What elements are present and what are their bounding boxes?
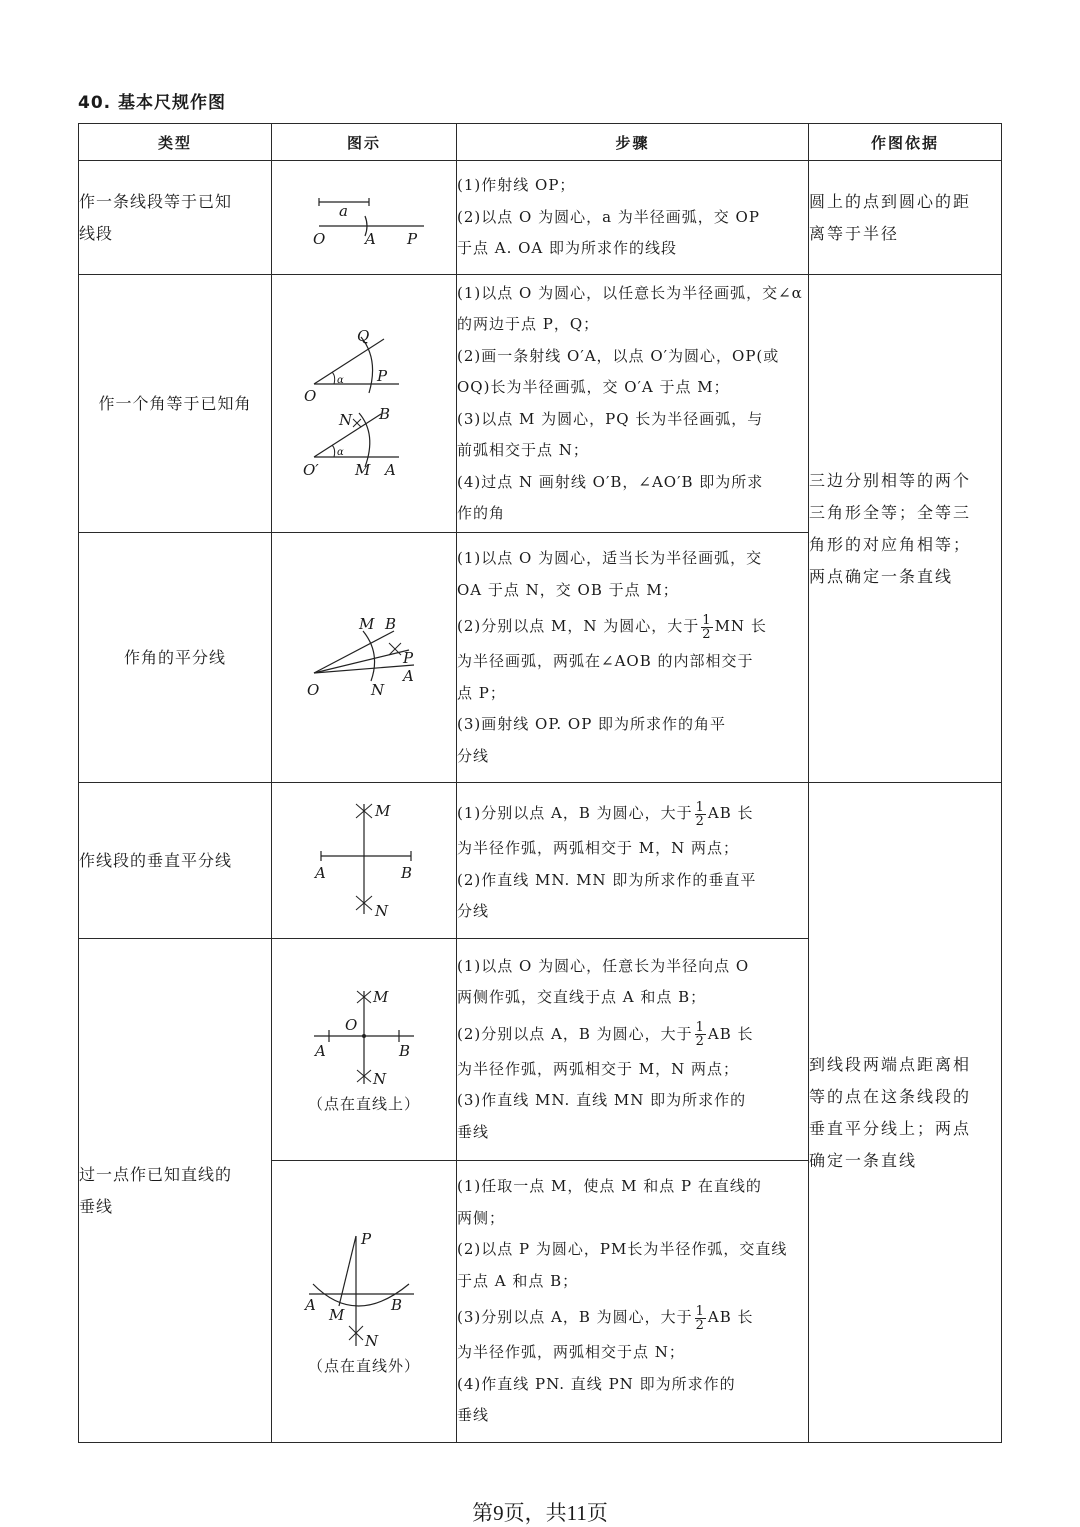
label-M: M xyxy=(355,460,371,479)
figure-cell xyxy=(272,161,457,275)
steps-cell: (1)分别以点 A，B 为圆心，大于 $\frac{1}{2}$ AB 长 为半径作弧，两弧相交于 M，N 两点； (2)作直线 MN. MN 即为所求作的垂直平 分线 xyxy=(457,783,809,939)
label-M: M xyxy=(373,987,389,1006)
label-N: N xyxy=(365,1331,379,1350)
steps-cell: (1)以点 O 为圆心，以任意长为半径画弧，交∠α 的两边于点 P，Q； (2)画一条射线 O′A，以点 O′为圆心，OP(或 OQ)长为半径画弧，交 O′A 于点 M； (3)以点 M 为圆心，PQ 长为半径画弧，与 前弧相交于点 N； (4)过点 N 画射线 O′B，∠AO′B 即为所求 作的角 xyxy=(457,275,809,533)
label-A: A xyxy=(403,666,414,685)
basis-cell-bisector: 到线段两端点距离相 等的点在这条线段的 垂直平分线上；两点 确定一条直线 xyxy=(809,783,1002,1443)
angle-copy-figure xyxy=(299,329,429,479)
label-N: N xyxy=(375,901,389,920)
perpendicular-on-line-figure xyxy=(299,986,429,1091)
label-M: M xyxy=(375,801,391,820)
label-A: A xyxy=(315,1041,326,1060)
perpendicular-bisector-figure xyxy=(299,796,429,926)
table-row xyxy=(79,161,1002,275)
label-B: B xyxy=(391,1295,403,1314)
label-P: P xyxy=(407,229,418,248)
header-type: 类型 xyxy=(79,124,272,161)
figure-cell xyxy=(272,1161,457,1443)
label-A: A xyxy=(315,863,326,882)
type-cell: 作一条线段等于已知 线段 xyxy=(79,161,272,275)
page-footer: 第9页，共11页 xyxy=(472,1501,608,1525)
label-B: B xyxy=(399,1041,411,1060)
label-N: N xyxy=(339,410,353,429)
type-cell: 作一个角等于已知角 xyxy=(79,275,272,533)
basis-cell-triangles: 三边分别相等的两个 三角形全等；全等三 角形的对应角相等； 两点确定一条直线 xyxy=(809,275,1002,783)
label-O: O xyxy=(345,1015,358,1034)
label-N: N xyxy=(373,1069,387,1088)
type-cell: 作线段的垂直平分线 xyxy=(79,783,272,939)
header-figure: 图示 xyxy=(272,124,457,161)
table-header-row xyxy=(79,124,1002,161)
label-B: B xyxy=(385,614,397,633)
header-steps: 步骤 xyxy=(457,124,809,161)
label-P: P xyxy=(377,366,388,385)
perpendicular-off-line-figure xyxy=(299,1228,429,1353)
label-Q: Q xyxy=(357,328,370,345)
label-O: O xyxy=(304,386,317,405)
section-heading: 40. 基本尺规作图 xyxy=(78,93,227,113)
steps-cell: (1)以点 O 为圆心，适当长为半径画弧，交 OA 于点 N，交 OB 于点 M； (2)分别以点 M，N 为圆心，大于 $\frac{1}{2}$ MN 长 为半径画弧，两弧在∠AOB 的内部相交于 点 P； (3)画射线 OP. OP 即为所求作的角平 分线 xyxy=(457,533,809,783)
label-A: A xyxy=(305,1295,316,1314)
steps-cell: (1)以点 O 为圆心，任意长为半径向点 O 两侧作弧，交直线于点 A 和点 B； (2)分别以点 A，B 为圆心，大于 $\frac{1}{2}$ AB 长 为半径作弧，两弧相交于 M，N 两点； (3)作直线 MN. 直线 MN 即为所求作的 垂线 xyxy=(457,939,809,1161)
label-alpha-2: α xyxy=(337,446,344,458)
label-M: M xyxy=(359,614,375,633)
label-A: A xyxy=(385,460,396,479)
label-B: B xyxy=(401,863,413,882)
label-P: P xyxy=(403,648,414,667)
label-O: O xyxy=(307,680,320,699)
basis-cell: 圆上的点到圆心的距 离等于半径 xyxy=(809,161,1002,275)
figure-caption: （点在直线上） xyxy=(307,1094,420,1113)
label-O: O xyxy=(313,229,326,248)
figure-caption: （点在直线外） xyxy=(307,1356,420,1375)
fraction: $\frac{1}{2}$ xyxy=(702,612,712,642)
construction-table xyxy=(78,123,1002,1443)
label-a: a xyxy=(339,201,348,220)
fraction: $\frac{1}{2}$ xyxy=(695,1303,705,1333)
type-cell: 过一点作已知直线的 垂线 xyxy=(79,939,272,1443)
figure-cell xyxy=(272,783,457,939)
label-N: N xyxy=(371,680,385,699)
fraction: $\frac{1}{2}$ xyxy=(695,799,705,829)
label-A: A xyxy=(365,229,376,248)
table-row xyxy=(79,275,1002,533)
label-O-prime: O′ xyxy=(303,460,319,479)
figure-cell xyxy=(272,275,457,533)
type-cell: 作角的平分线 xyxy=(79,533,272,783)
label-P: P xyxy=(361,1229,372,1248)
steps-cell: (1)任取一点 M，使点 M 和点 P 在直线的 两侧； (2)以点 P 为圆心，PM长为半径作弧，交直线 于点 A 和点 B； (3)分别以点 A，B 为圆心，大于 $\frac{1}{2}$ AB 长 为半径作弧，两弧相交于点 N； (4)作直线 PN. 直线 PN 即为所求作的 垂线 xyxy=(457,1161,809,1443)
figure-cell xyxy=(272,939,457,1161)
table-row xyxy=(79,783,1002,939)
label-alpha: α xyxy=(337,374,344,386)
angle-bisector-figure xyxy=(299,613,429,703)
fraction: $\frac{1}{2}$ xyxy=(695,1020,705,1050)
segment-figure xyxy=(299,188,429,248)
header-basis: 作图依据 xyxy=(809,124,1002,161)
figure-cell xyxy=(272,533,457,783)
label-B: B xyxy=(379,404,391,423)
steps-cell: (1)作射线 OP； (2)以点 O 为圆心，a 为半径画弧，交 OP 于点 A. OA 即为所求作的线段 xyxy=(457,161,809,275)
label-M: M xyxy=(329,1305,345,1324)
